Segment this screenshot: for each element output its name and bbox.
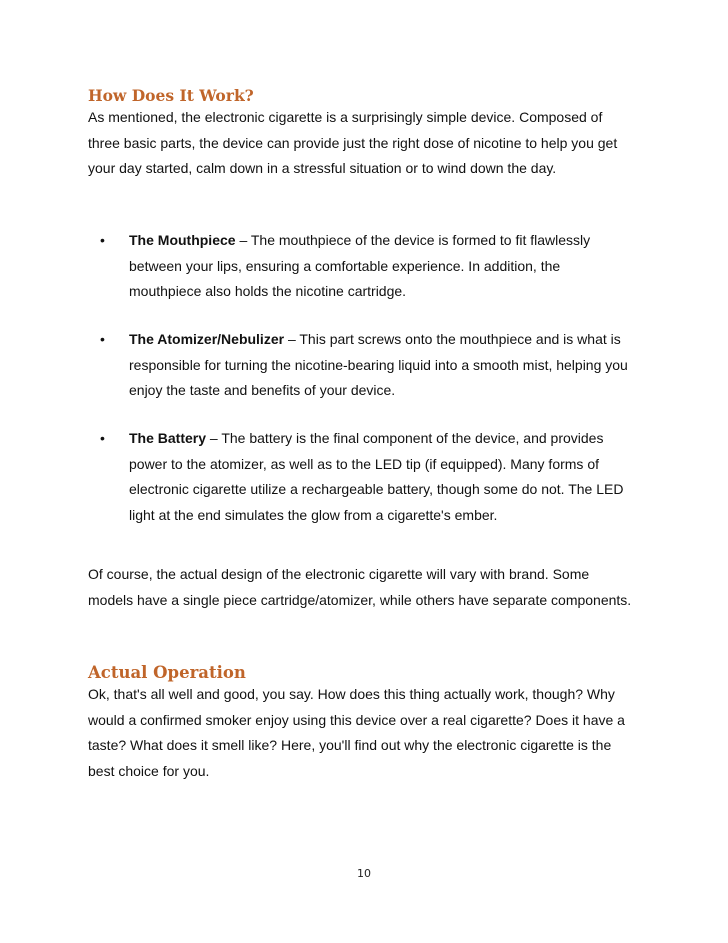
- bullet-text: [129, 327, 628, 404]
- intro-paragraph: [88, 105, 648, 182]
- bullet-first-line: [129, 426, 623, 452]
- bullet-term: The Battery: [129, 430, 207, 446]
- bullet-line: electronic cigarette utilize a rechargeable battery, though some do not. The LED: [129, 481, 624, 497]
- page-number: 10: [357, 867, 371, 880]
- operation-paragraph: [88, 682, 648, 784]
- section-heading-how-it-works: How Does It Work?: [88, 86, 254, 105]
- bullet-term: The Mouthpiece: [129, 232, 236, 248]
- bullet-line: enjoy the taste and benefits of your device.: [129, 382, 396, 398]
- section-heading-actual-operation: Actual Operation: [88, 663, 246, 682]
- bullet-line: responsible for turning the nicotine-bearing liquid into a smooth mist, helping you: [129, 356, 628, 373]
- paragraph-line: Ok, that's all well and good, you say. How does this thing actually work, though? Why: [88, 686, 615, 702]
- bullet-icon: •: [100, 430, 105, 446]
- bullet-first-line: [129, 327, 628, 353]
- paragraph-line: your day started, calm down in a stressful situation or to wind down the day.: [88, 160, 557, 176]
- paragraph-line: best choice for you.: [88, 762, 210, 779]
- paragraph-line: As mentioned, the electronic cigarette is a surprisingly simple device. Composed of: [88, 109, 603, 125]
- bullet-line: between your lips, ensuring a comfortable experience. In addition, the: [129, 257, 561, 274]
- bullet-first-line: [129, 228, 590, 254]
- bullet-line: power to the atomizer, as well as to the LED tip (if equipped). Many forms of: [129, 455, 599, 472]
- bullet-description: – This part screws onto the mouthpiece and is what is: [284, 331, 621, 347]
- bullet-icon: •: [100, 331, 105, 347]
- bullet-text: [129, 426, 623, 528]
- paragraph-line: Of course, the actual design of the electronic cigarette will vary with brand. Some: [88, 566, 590, 582]
- bullet-description: – The mouthpiece of the device is formed to fit flawlessly: [235, 232, 591, 248]
- bullet-line: mouthpiece also holds the nicotine cartridge.: [129, 283, 407, 299]
- paragraph-line: taste? What does it smell like? Here, you'll find out why the electronic cigarette is the: [88, 737, 612, 753]
- bullet-icon: •: [100, 232, 105, 248]
- paragraph-line: models have a single piece cartridge/atomizer, while others have separate components.: [88, 591, 632, 608]
- bullet-term: The Atomizer/Nebulizer: [129, 331, 285, 347]
- bullet-line: light at the end simulates the glow from a cigarette's ember.: [129, 506, 498, 523]
- bullet-text: [129, 228, 590, 305]
- closing-paragraph: [88, 562, 648, 613]
- bullet-description: – The battery is the final component of the device, and provides: [206, 430, 604, 446]
- paragraph-line: would a confirmed smoker enjoy using this device over a real cigarette? Does it have a: [88, 711, 625, 728]
- paragraph-line: three basic parts, the device can provide just the right dose of nicotine to help you get: [88, 134, 618, 151]
